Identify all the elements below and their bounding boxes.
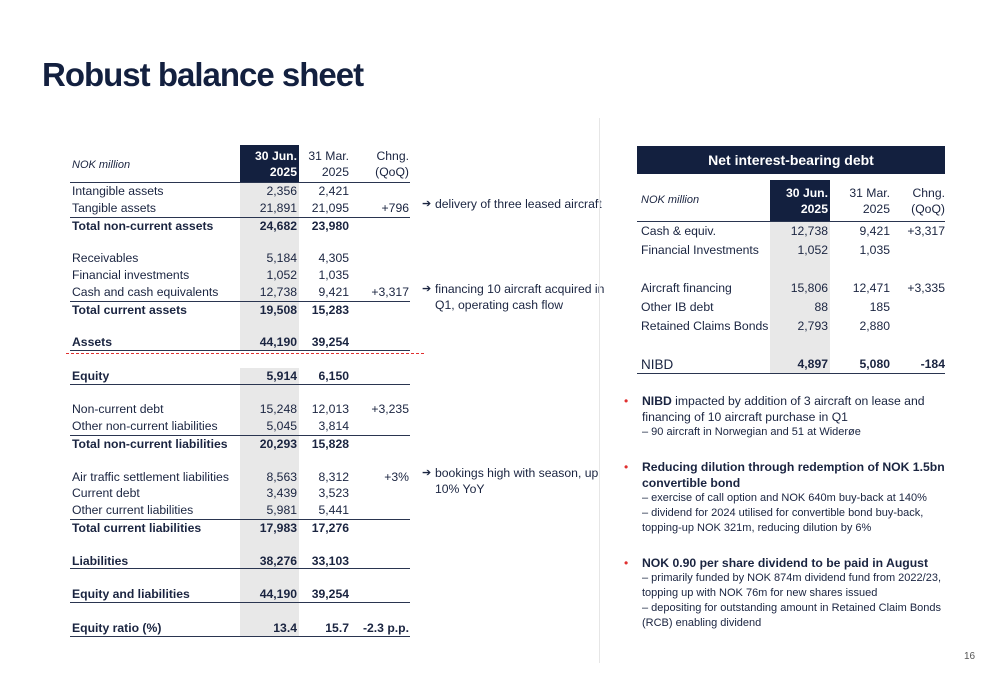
table-row: Liabilities 38,276 33,103	[70, 553, 410, 570]
table-row: Total current liabilities 17,983 17,276	[70, 519, 410, 536]
table-row: Aircraft financing 15,806 12,471 +3,335	[637, 279, 945, 298]
list-item: • Reducing dilution through redemption of NOK 1.5bn convertible bond – exercise of call option and NOK 640m buy-back at 140% – dividend for 2024 utilised for convertible bond buy-back, topping-up NOK 321m, reducing dilution by 6%	[624, 460, 945, 534]
table-row: Air traffic settlement liabilities 8,563 8,312 +3%	[72, 469, 409, 484]
table-row: Tangible assets 21,891 21,095 +796	[72, 200, 409, 215]
table-row: Assets 44,190 39,254	[70, 334, 410, 351]
col-header-mar: 31 Mar. 2025	[849, 186, 890, 216]
page-number: 16	[964, 651, 976, 662]
table-row: Other non-current liabilities 5,045 3,814	[72, 419, 349, 434]
unit-label: NOK million	[72, 159, 131, 171]
table-gap	[70, 233, 410, 250]
table-gap	[70, 385, 410, 402]
table-header	[637, 180, 945, 222]
table-row: NIBD 4,897 5,080 -184	[637, 355, 945, 374]
table-gap	[70, 536, 410, 553]
bullet-icon: •	[624, 460, 629, 474]
table-row: Equity 5,914 6,150	[70, 368, 410, 385]
table-row: Equity and liabilities 44,190 39,254	[70, 586, 410, 603]
table-gap	[70, 569, 410, 586]
col-header-chng: Chng. (QoQ)	[911, 186, 945, 216]
col-header-mar: 31 Mar. 2025	[308, 149, 349, 179]
arrow-right-icon: ➔	[422, 198, 432, 210]
table-row: Other current liabilities 5,981 5,441	[72, 503, 349, 518]
bullet-icon: •	[624, 556, 629, 570]
page-title: Robust balance sheet	[42, 56, 364, 93]
table-gap	[637, 260, 945, 279]
list-item: • NOK 0.90 per share dividend to be paid in August – primarily funded by NOK 874m dividend fund from 2022/23, topping up with NOK 76m for new shares issued – depositing for outstanding amount in Retained Claim Bonds (RCB) enabling dividend	[624, 556, 942, 629]
col-header-jun: 30 Jun. 2025	[770, 180, 830, 221]
table-row: Equity ratio (%) 13.4 15.7 -2.3 p.p.	[72, 620, 409, 635]
table-row: Cash and cash equivalents 12,738 9,421 +3,317	[72, 284, 409, 299]
table-row: Non-current debt 15,248 12,013 +3,235	[72, 402, 409, 417]
table-gap	[637, 336, 945, 355]
col-header-chng: Chng. (QoQ)	[375, 149, 409, 179]
balance-sheet-table	[70, 145, 410, 637]
nibd-table	[637, 146, 945, 374]
table-row: Intangible assets 2,356 2,421	[72, 184, 349, 198]
table-row: Financial investments 1,052 1,035	[72, 267, 349, 282]
unit-label: NOK million	[641, 194, 700, 206]
vertical-divider	[599, 118, 600, 663]
table-row: Retained Claims Bonds 2,793 2,880	[637, 317, 945, 336]
assets-liabilities-divider	[66, 353, 424, 354]
table-row: Total non-current assets 24,682 23,980	[70, 217, 410, 234]
arrow-right-icon: ➔	[422, 467, 432, 479]
col-header-jun: 30 Jun. 2025	[240, 145, 299, 182]
bullet-icon: •	[624, 394, 629, 408]
table-row: Current debt 3,439 3,523	[72, 486, 349, 501]
arrow-right-icon: ➔	[422, 283, 432, 295]
table-row: Cash & equiv. 12,738 9,421 +3,317	[637, 222, 945, 241]
table-gap	[70, 452, 410, 469]
table-row: Other IB debt 88 185	[637, 298, 945, 317]
table-header	[70, 145, 410, 183]
table-row: Total current assets 19,508 15,283	[70, 301, 410, 318]
commentary-bullets	[622, 393, 952, 650]
table-row: Financial Investments 1,052 1,035	[637, 241, 945, 260]
table-row: Receivables 5,184 4,305	[72, 251, 349, 266]
table-gap	[70, 317, 410, 334]
table-row: Total non-current liabilities 20,293 15,828	[70, 435, 410, 452]
list-item: • NIBD impacted by addition of 3 aircraft on lease and financing of 10 aircraft purchase in Q1 – 90 aircraft in Norwegian and 51 at Widerøe	[624, 394, 925, 438]
table-gap	[70, 603, 410, 620]
nibd-banner: Net interest-bearing debt	[637, 146, 945, 174]
